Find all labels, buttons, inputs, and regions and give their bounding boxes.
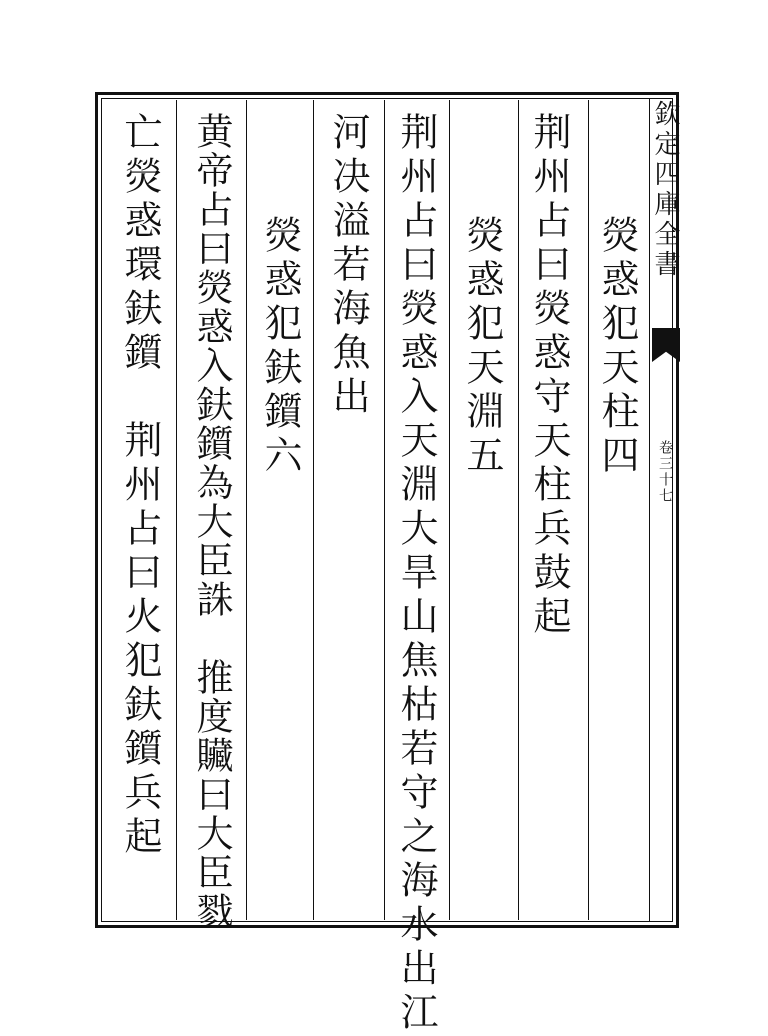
text-column-2: 荆州占曰熒惑守天柱兵鼓起 [527, 112, 571, 640]
text-column-8: 亡熒惑環鈇鑕 荆州占曰火犯鈇鑕兵起 [118, 112, 162, 860]
column-rule [176, 100, 177, 920]
column-rule [588, 100, 589, 920]
text-column-3: 熒惑犯天淵五 [460, 215, 504, 479]
column-rule [518, 100, 519, 920]
volume-number: 卷三十七 [657, 440, 673, 504]
column-rule [313, 100, 314, 920]
text-column-6: 熒惑犯鈇鑕六 [258, 215, 302, 479]
column-rule [449, 100, 450, 920]
text-column-5: 河决溢若海魚出 [326, 112, 370, 420]
text-column-4: 荆州占曰熒惑入天淵大旱山焦枯若守之海水出江 [394, 112, 438, 1036]
text-column-1: 熒惑犯天柱四 [595, 215, 639, 479]
column-rule [246, 100, 247, 920]
book-title: 欽定四庫全書 [650, 100, 680, 280]
text-column-7: 黄帝占曰熒惑入鈇鑕為大臣誅 推度贜曰大臣戮 [190, 112, 233, 931]
column-rule [384, 100, 385, 920]
